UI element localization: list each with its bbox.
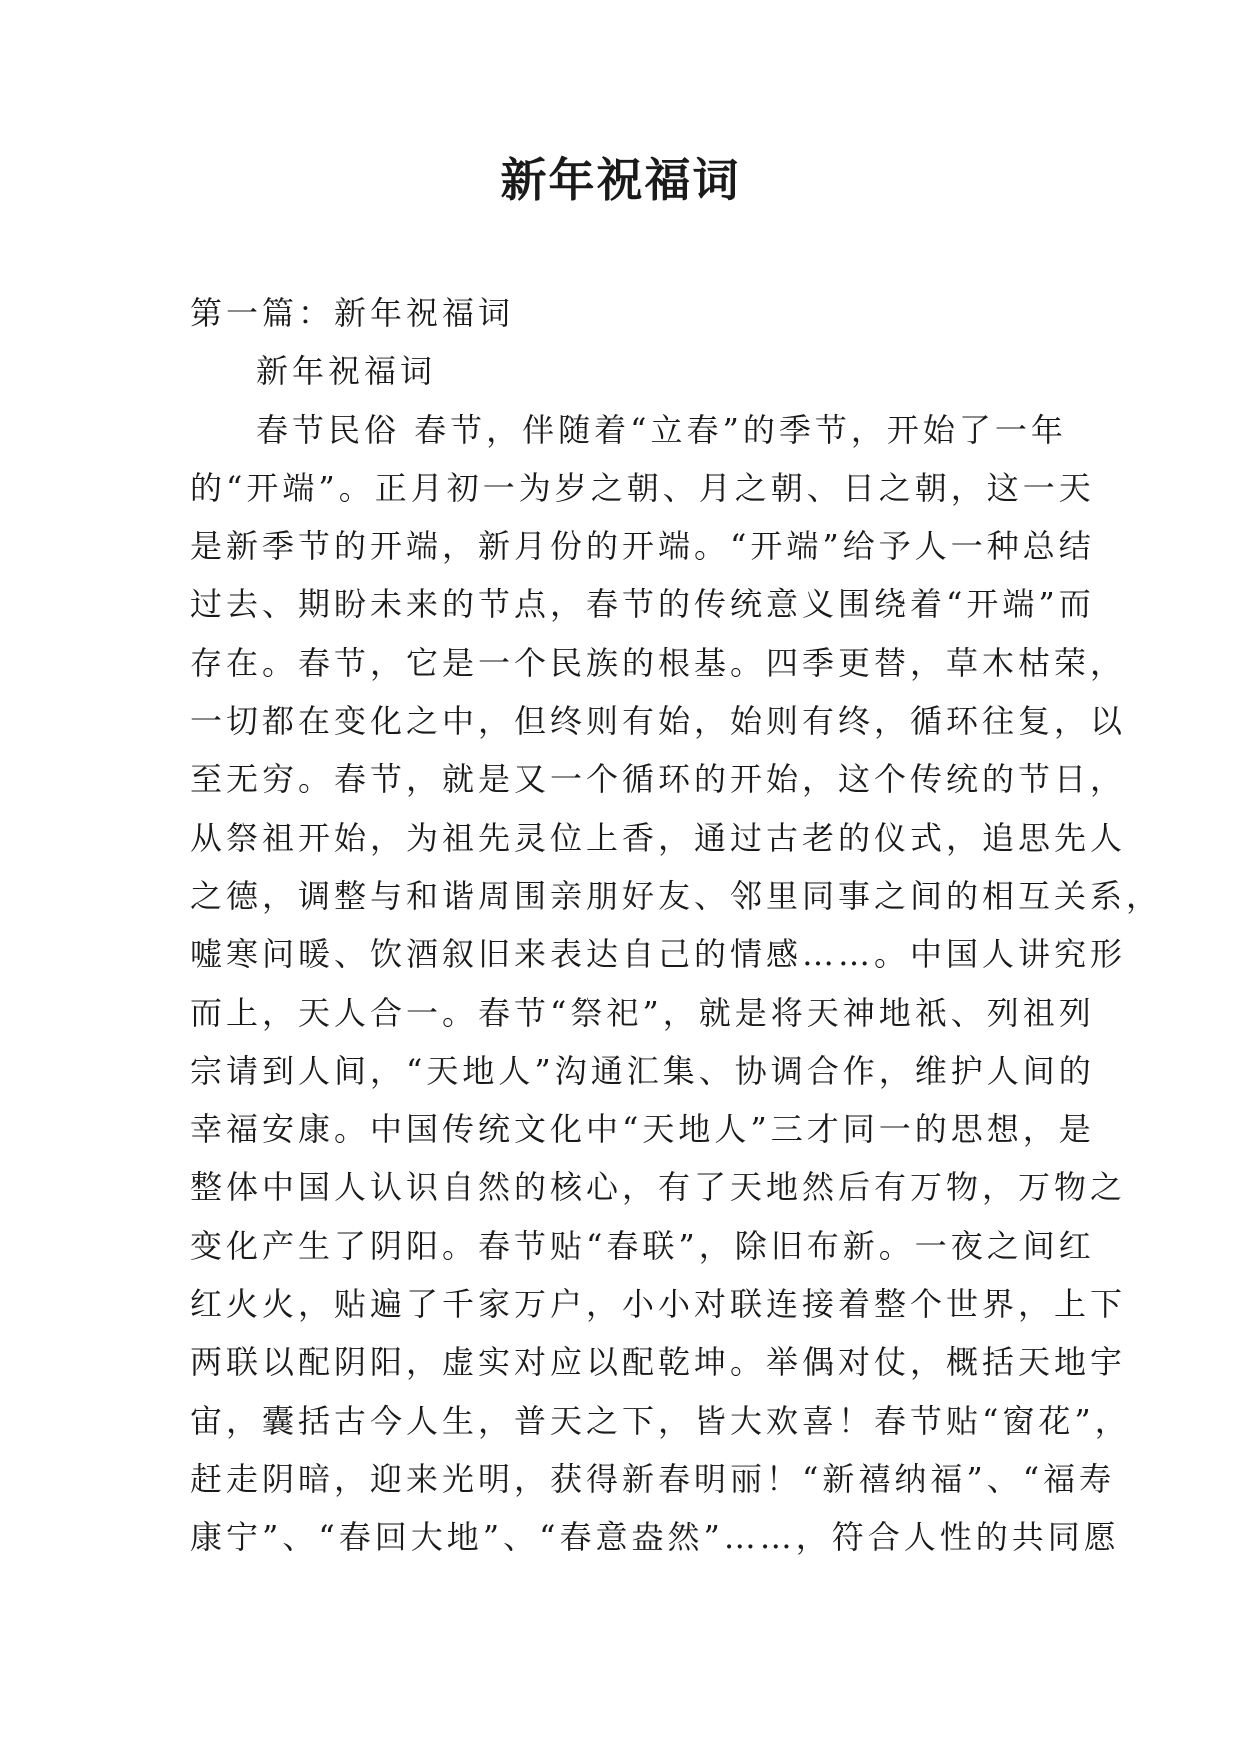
paragraph-line: 从祭祖开始，为祖先灵位上香，通过古老的仪式，追思先人 bbox=[190, 818, 1127, 857]
paragraph-line: 宗请到人间，“天地人”沟通汇集、协调合作，维护人间的 bbox=[190, 1051, 1095, 1090]
paragraph-line: 宙，囊括古今人生，普天之下，皆大欢喜！春节贴“窗花”， bbox=[190, 1401, 1131, 1440]
document-title: 新年祝福词 bbox=[500, 153, 741, 207]
paragraph-line: 至无穷。春节，就是又一个循环的开始，这个传统的节日， bbox=[190, 760, 1127, 799]
paragraph-line: 两联以配阴阳，虚实对应以配乾坤。举偶对仗，概括天地宇 bbox=[190, 1343, 1127, 1382]
document-body bbox=[190, 284, 1163, 1567]
paragraph-line: 是新季节的开端，新月份的开端。“开端”给予人一种总结 bbox=[190, 527, 1095, 566]
paragraph-line: 过去、期盼未来的节点，春节的传统意义围绕着“开端”而 bbox=[190, 585, 1095, 624]
paragraph-line: 整体中国人认识自然的核心，有了天地然后有万物，万物之 bbox=[190, 1168, 1127, 1207]
paragraph-line: 而上，天人合一。春节“祭祀”，就是将天神地祇、列祖列 bbox=[190, 993, 1095, 1032]
paragraph-line: 春节民俗 春节，伴随着“立春”的季节，开始了一年 bbox=[256, 410, 1067, 449]
paragraph-line: 幸福安康。中国传统文化中“天地人”三才同一的思想，是 bbox=[190, 1110, 1095, 1149]
section-subtitle: 新年祝福词 bbox=[256, 352, 437, 391]
paragraph-line: 康宁”、“春回大地”、“春意盎然”……，符合人性的共同愿 bbox=[190, 1518, 1120, 1557]
paragraph-line: 变化产生了阴阳。春节贴“春联”，除旧布新。一夜之间红 bbox=[190, 1226, 1095, 1265]
section-heading: 第一篇：新年祝福词 bbox=[190, 294, 515, 332]
paragraph-line: 赶走阴暗，迎来光明，获得新春明丽！“新禧纳福”、“福寿 bbox=[190, 1459, 1116, 1498]
paragraph-line: 红火火，贴遍了千家万户，小小对联连接着整个世界，上下 bbox=[190, 1285, 1127, 1324]
paragraph-line: 之德，调整与和谐周围亲朋好友、邻里同事之间的相互关系， bbox=[190, 876, 1163, 915]
paragraph-line: 一切都在变化之中，但终则有始，始则有终，循环往复，以 bbox=[190, 702, 1127, 741]
paragraph-line: 嘘寒问暖、饮酒叙旧来表达自己的情感……。中国人讲究形 bbox=[190, 935, 1127, 974]
paragraph-line: 的“开端”。正月初一为岁之朝、月之朝、日之朝，这一天 bbox=[190, 468, 1095, 507]
paragraph-line: 存在。春节，它是一个民族的根基。四季更替，草木枯荣， bbox=[190, 643, 1127, 682]
